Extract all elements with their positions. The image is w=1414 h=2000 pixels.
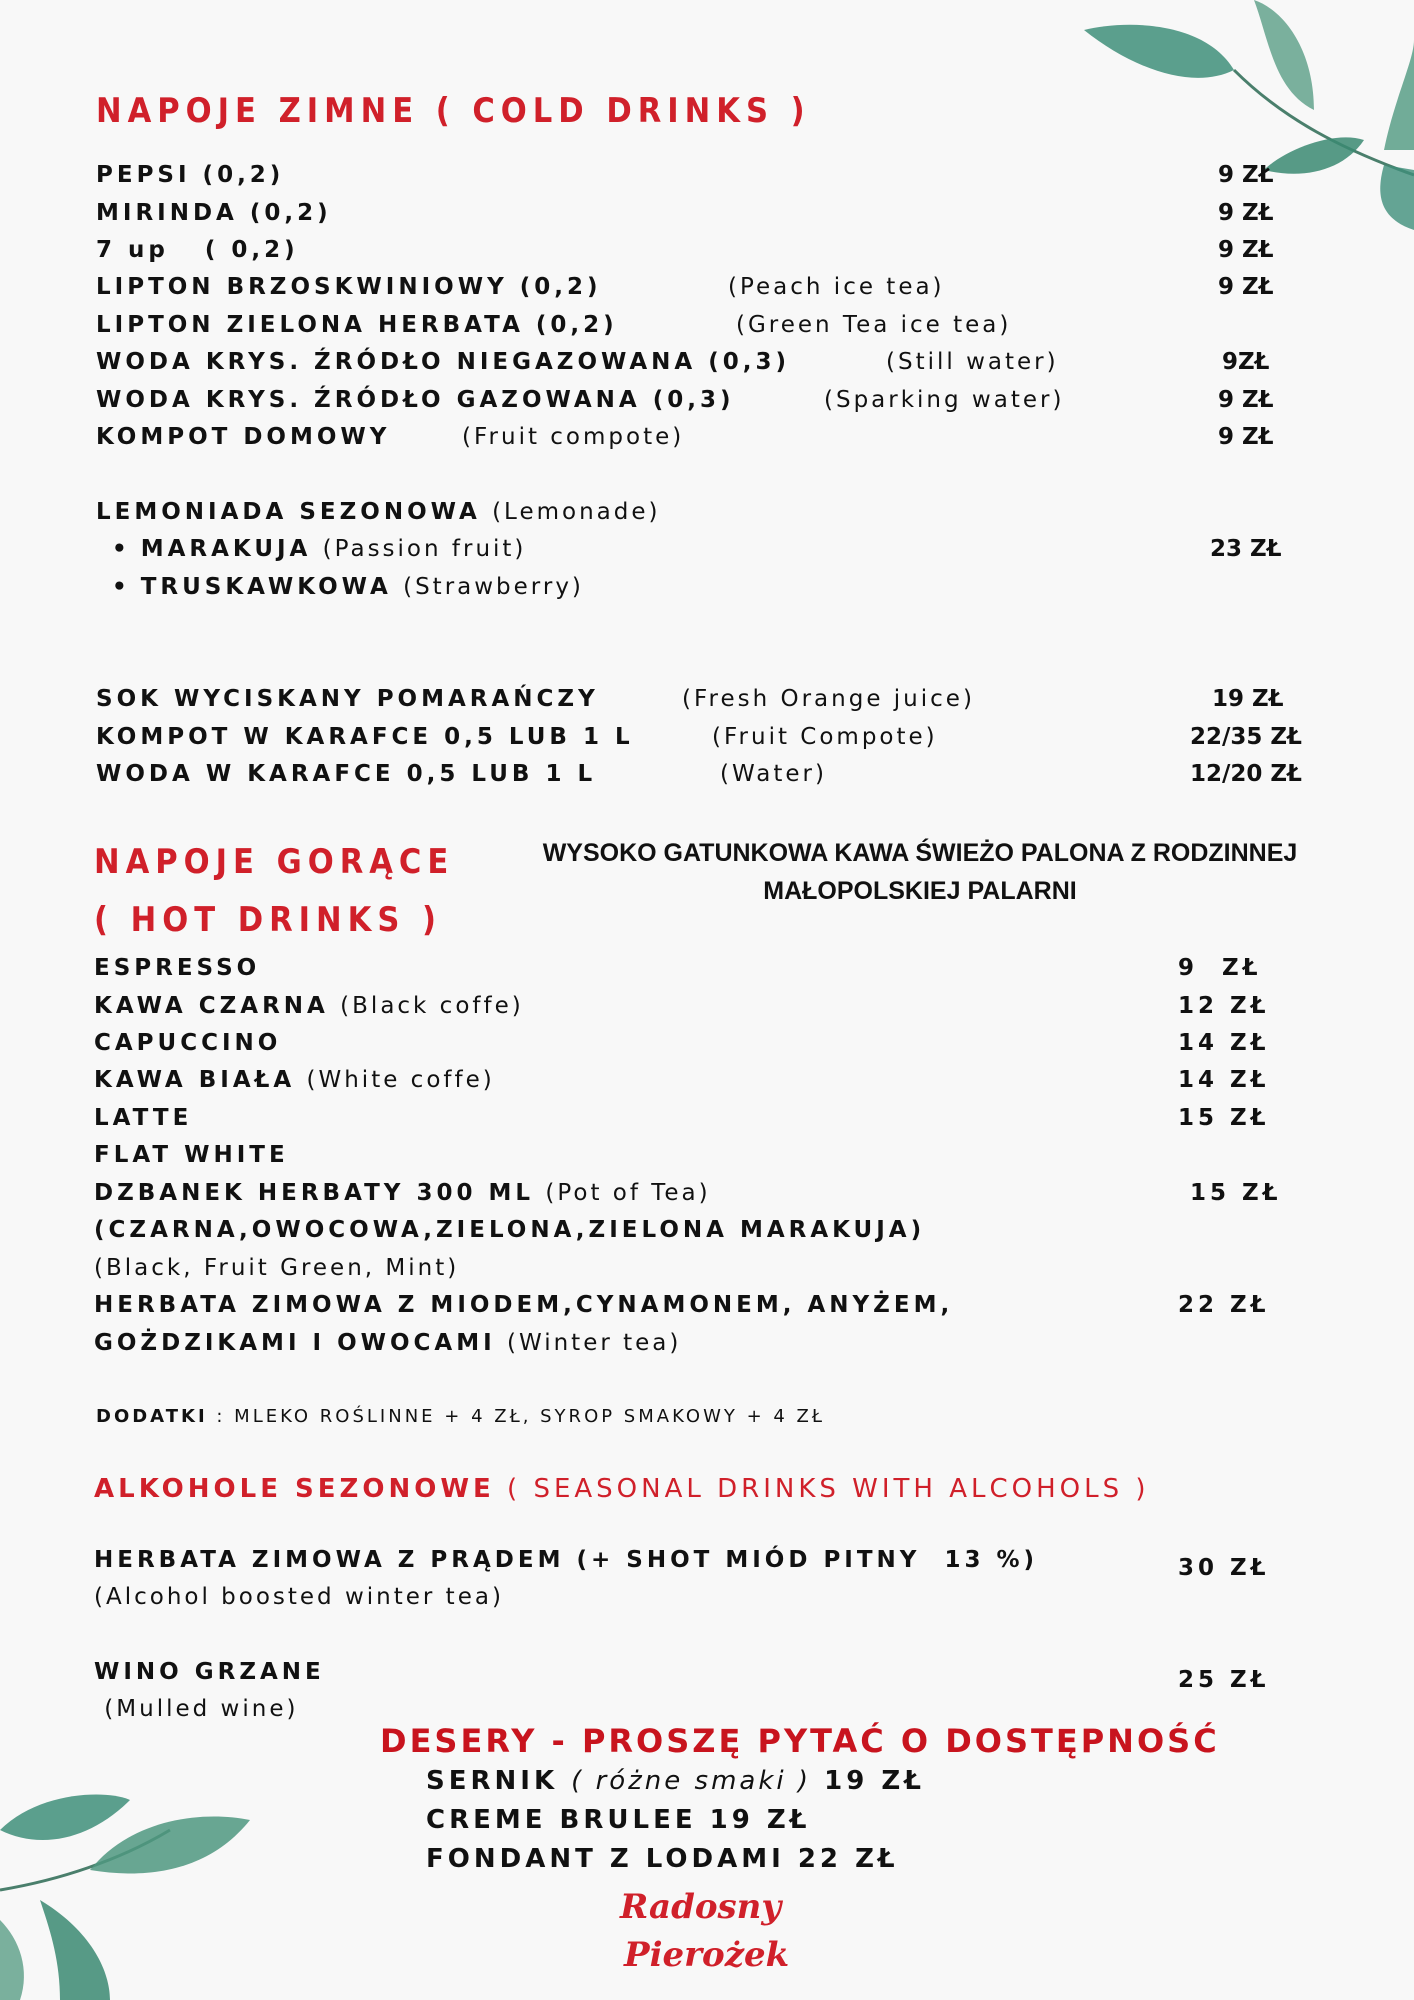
list-item: • MARAKUJA (Passion fruit)	[112, 538, 526, 561]
section-subtitle-hot-drinks: ( HOT DRINKS )	[94, 900, 443, 940]
menu-item-price: 9 ZŁ	[1218, 162, 1274, 188]
section-title-desserts: DESERY - PROSZĘ PYTAĆ O DOSTĘPNOŚĆ	[380, 1722, 1220, 1760]
menu-item-english: (Peach ice tea)	[728, 274, 945, 300]
coffee-note: WYSOKO GATUNKOWA KAWA ŚWIEŻO PALONA Z RODZINNEJ MAŁOPOLSKIEJ PALARNI	[542, 839, 1298, 905]
menu-item: MIRINDA (0,2)	[96, 200, 332, 226]
menu-item-price: 19 ZŁ	[1212, 686, 1284, 712]
section-title-cold-drinks: NAPOJE ZIMNE ( COLD DRINKS )	[96, 91, 811, 131]
menu-item: HERBATA ZIMOWA Z PRĄDEM (+ SHOT MIÓD PITNY 13 %)	[94, 1547, 1039, 1573]
menu-item-price: 14 ZŁ	[1178, 1030, 1270, 1056]
menu-item-winter-tea: HERBATA ZIMOWA Z MIODEM,CYNAMONEM, ANYŻEM,	[94, 1292, 954, 1318]
dessert-item: FONDANT Z LODAMI 22 ZŁ	[426, 1844, 899, 1874]
menu-item-price: 22/35 ZŁ	[1190, 724, 1302, 750]
menu-item: SOK WYCISKANY POMARAŃCZY	[96, 686, 599, 712]
menu-item-price: 12/20 ZŁ	[1190, 761, 1302, 787]
menu-item-price: 14 ZŁ	[1178, 1067, 1270, 1093]
menu-item: KAWA CZARNA (Black coffe)	[94, 993, 524, 1019]
menu-item: CAPUCCINO	[94, 1030, 282, 1056]
menu-item: WODA KRYS. ŹRÓDŁO NIEGAZOWANA (0,3)	[96, 349, 790, 375]
menu-item-english: (Alcohol boosted winter tea)	[94, 1584, 504, 1610]
menu-item: ESPRESSO	[94, 955, 261, 981]
menu-item: KOMPOT DOMOWY	[96, 424, 391, 450]
menu-item-english: (Fruit compote)	[462, 424, 685, 450]
menu-item-price: 9 ZŁ	[1218, 237, 1274, 263]
menu-item: WODA KRYS. ŹRÓDŁO GAZOWANA (0,3)	[96, 387, 735, 413]
dessert-item: SERNIK ( różne smaki ) 19 ZŁ	[426, 1766, 925, 1796]
menu-item-price: 25 ZŁ	[1178, 1667, 1270, 1693]
menu-item-price: 9 ZŁ	[1218, 200, 1274, 226]
menu-item-tea-options-english: (Black, Fruit Green, Mint)	[94, 1255, 460, 1281]
menu-item: LIPTON BRZOSKWINIOWY (0,2)	[96, 274, 602, 300]
menu-item-english: (Water)	[720, 761, 827, 787]
menu-item-price: 9 ZŁ	[1218, 274, 1274, 300]
menu-item: WINO GRZANE	[94, 1659, 325, 1685]
menu-item-price: 15 ZŁ	[1178, 1105, 1270, 1131]
section-title-hot-drinks: NAPOJE GORĄCE	[94, 842, 455, 882]
menu-item-winter-tea-line2: GOŻDZIKAMI I OWOCAMI (Winter tea)	[94, 1330, 682, 1356]
menu-item-price: 9 ZŁ	[1218, 424, 1274, 450]
leaf-decoration-bottom-left	[0, 1770, 250, 2000]
menu-item: LIPTON ZIELONA HERBATA (0,2)	[96, 312, 618, 338]
menu-item-price: 12 ZŁ	[1178, 993, 1270, 1019]
menu-item: PEPSI (0,2)	[96, 162, 285, 188]
menu-item: FLAT WHITE	[94, 1142, 289, 1168]
menu-item-english: (Green Tea ice tea)	[736, 312, 1012, 338]
menu-item-price: 9 ZŁ	[1218, 387, 1274, 413]
dessert-item: CREME BRULEE 19 ZŁ	[426, 1805, 811, 1835]
logo-line-2: Pierożek	[624, 1935, 790, 1975]
menu-item: KOMPOT W KARAFCE 0,5 LUB 1 L	[96, 724, 634, 750]
leaf-decoration-top-right	[1084, 0, 1414, 230]
list-item: • TRUSKAWKOWA (Strawberry)	[112, 576, 584, 599]
section-title-seasonal: ALKOHOLE SEZONOWE ( SEASONAL DRINKS WITH ALCOHOLS )	[94, 1474, 1150, 1504]
brand-logo	[610, 1878, 810, 1978]
menu-item-price: 22 ZŁ	[1178, 1292, 1270, 1318]
menu-item: WODA W KARAFCE 0,5 LUB 1 L	[96, 761, 597, 787]
menu-item-price: 23 ZŁ	[1210, 536, 1282, 562]
menu-item: 7 up ( 0,2)	[96, 237, 299, 263]
menu-item-english: (Fresh Orange juice)	[682, 686, 975, 712]
menu-item-english: (Mulled wine)	[94, 1696, 299, 1722]
menu-item-english: (Still water)	[886, 349, 1059, 375]
menu-item-tea: DZBANEK HERBATY 300 ML (Pot of Tea)	[94, 1180, 711, 1206]
menu-item-english: (Sparking water)	[824, 387, 1065, 413]
menu-item-price: 30 ZŁ	[1178, 1555, 1270, 1581]
menu-item: KAWA BIAŁA (White coffe)	[94, 1067, 495, 1093]
menu-item-lemonade: LEMONIADA SEZONOWA (Lemonade)	[96, 499, 661, 525]
menu-item-price: 9ZŁ	[1222, 349, 1270, 375]
menu-item-price: 15 ZŁ	[1190, 1180, 1282, 1206]
logo-line-1: Radosny	[620, 1887, 782, 1927]
menu-item-tea-options: (CZARNA,OWOCOWA,ZIELONA,ZIELONA MARAKUJA)	[94, 1217, 926, 1243]
menu-item: LATTE	[94, 1105, 193, 1131]
menu-item-english: (Fruit Compote)	[712, 724, 938, 750]
menu-item-price: 9 ZŁ	[1178, 955, 1262, 981]
extras-note: DODATKI : MLEKO ROŚLINNE + 4 ZŁ, SYROP SMAKOWY + 4 ZŁ	[96, 1406, 826, 1427]
